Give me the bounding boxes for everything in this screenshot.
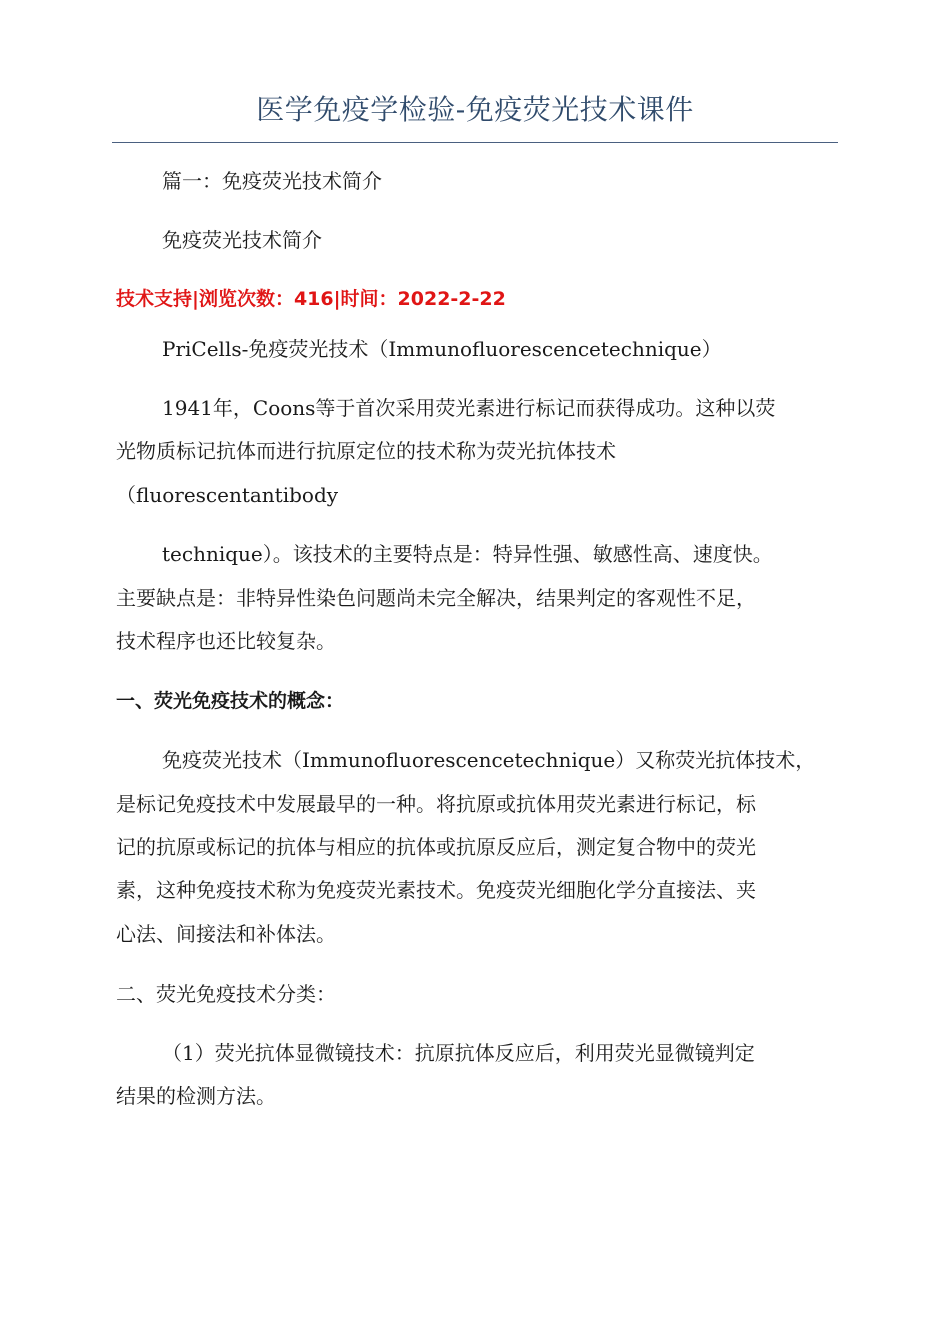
- paragraph-3-line-3: 记的抗原或标记的抗体与相应的抗体或抗原反应后，测定复合物中的荧光: [116, 835, 756, 859]
- subheading: 免疫荧光技术简介: [162, 228, 322, 252]
- section-1-heading: 一、荧光免疫技术的概念：: [116, 690, 345, 712]
- paragraph-3-line-1: 免疫荧光技术（Immunofluorescencetechnique）又称荧光抗体技术，: [162, 748, 816, 772]
- paragraph-1-line-1: 1941年，Coons等于首次采用荧光素进行标记而获得成功。这种以荧: [162, 396, 776, 420]
- paragraph-2-line-2: 主要缺点是：非特异性染色问题尚未完全解决，结果判定的客观性不足，: [116, 586, 756, 610]
- paragraph-2-line-1: technique）。该技术的主要特点是：特异性强、敏感性高、速度快。: [162, 542, 773, 566]
- paragraph-1-line-3: （fluorescentantibody: [116, 483, 339, 507]
- paragraph-3-line-4: 素，这种免疫技术称为免疫荧光素技术。免疫荧光细胞化学分直接法、夹: [116, 878, 756, 902]
- pricells-line: PriCells-免疫荧光技术（Immunofluorescencetechnique）: [162, 337, 722, 361]
- paragraph-4-line-2: 结果的检测方法。: [116, 1084, 276, 1108]
- paragraph-3-line-5: 心法、间接法和补体法。: [116, 922, 336, 946]
- section-2-heading: 二、荧光免疫技术分类：: [116, 982, 336, 1006]
- paragraph-2-line-3: 技术程序也还比较复杂。: [116, 629, 336, 653]
- paragraph-1-line-2: 光物质标记抗体而进行抗原定位的技术称为荧光抗体技术: [116, 439, 616, 463]
- meta-info: 技术支持|浏览次数：416|时间：2022-2-22: [116, 288, 506, 310]
- title-divider: [112, 142, 838, 143]
- document-title: 医学免疫学检验-免疫荧光技术课件: [256, 93, 694, 126]
- paragraph-4-line-1: （1）荧光抗体显微镜技术：抗原抗体反应后，利用荧光显微镜判定: [162, 1041, 755, 1065]
- paragraph-3-line-2: 是标记免疫技术中发展最早的一种。将抗原或抗体用荧光素进行标记，标: [116, 792, 756, 816]
- part-heading: 篇一：免疫荧光技术简介: [162, 169, 382, 193]
